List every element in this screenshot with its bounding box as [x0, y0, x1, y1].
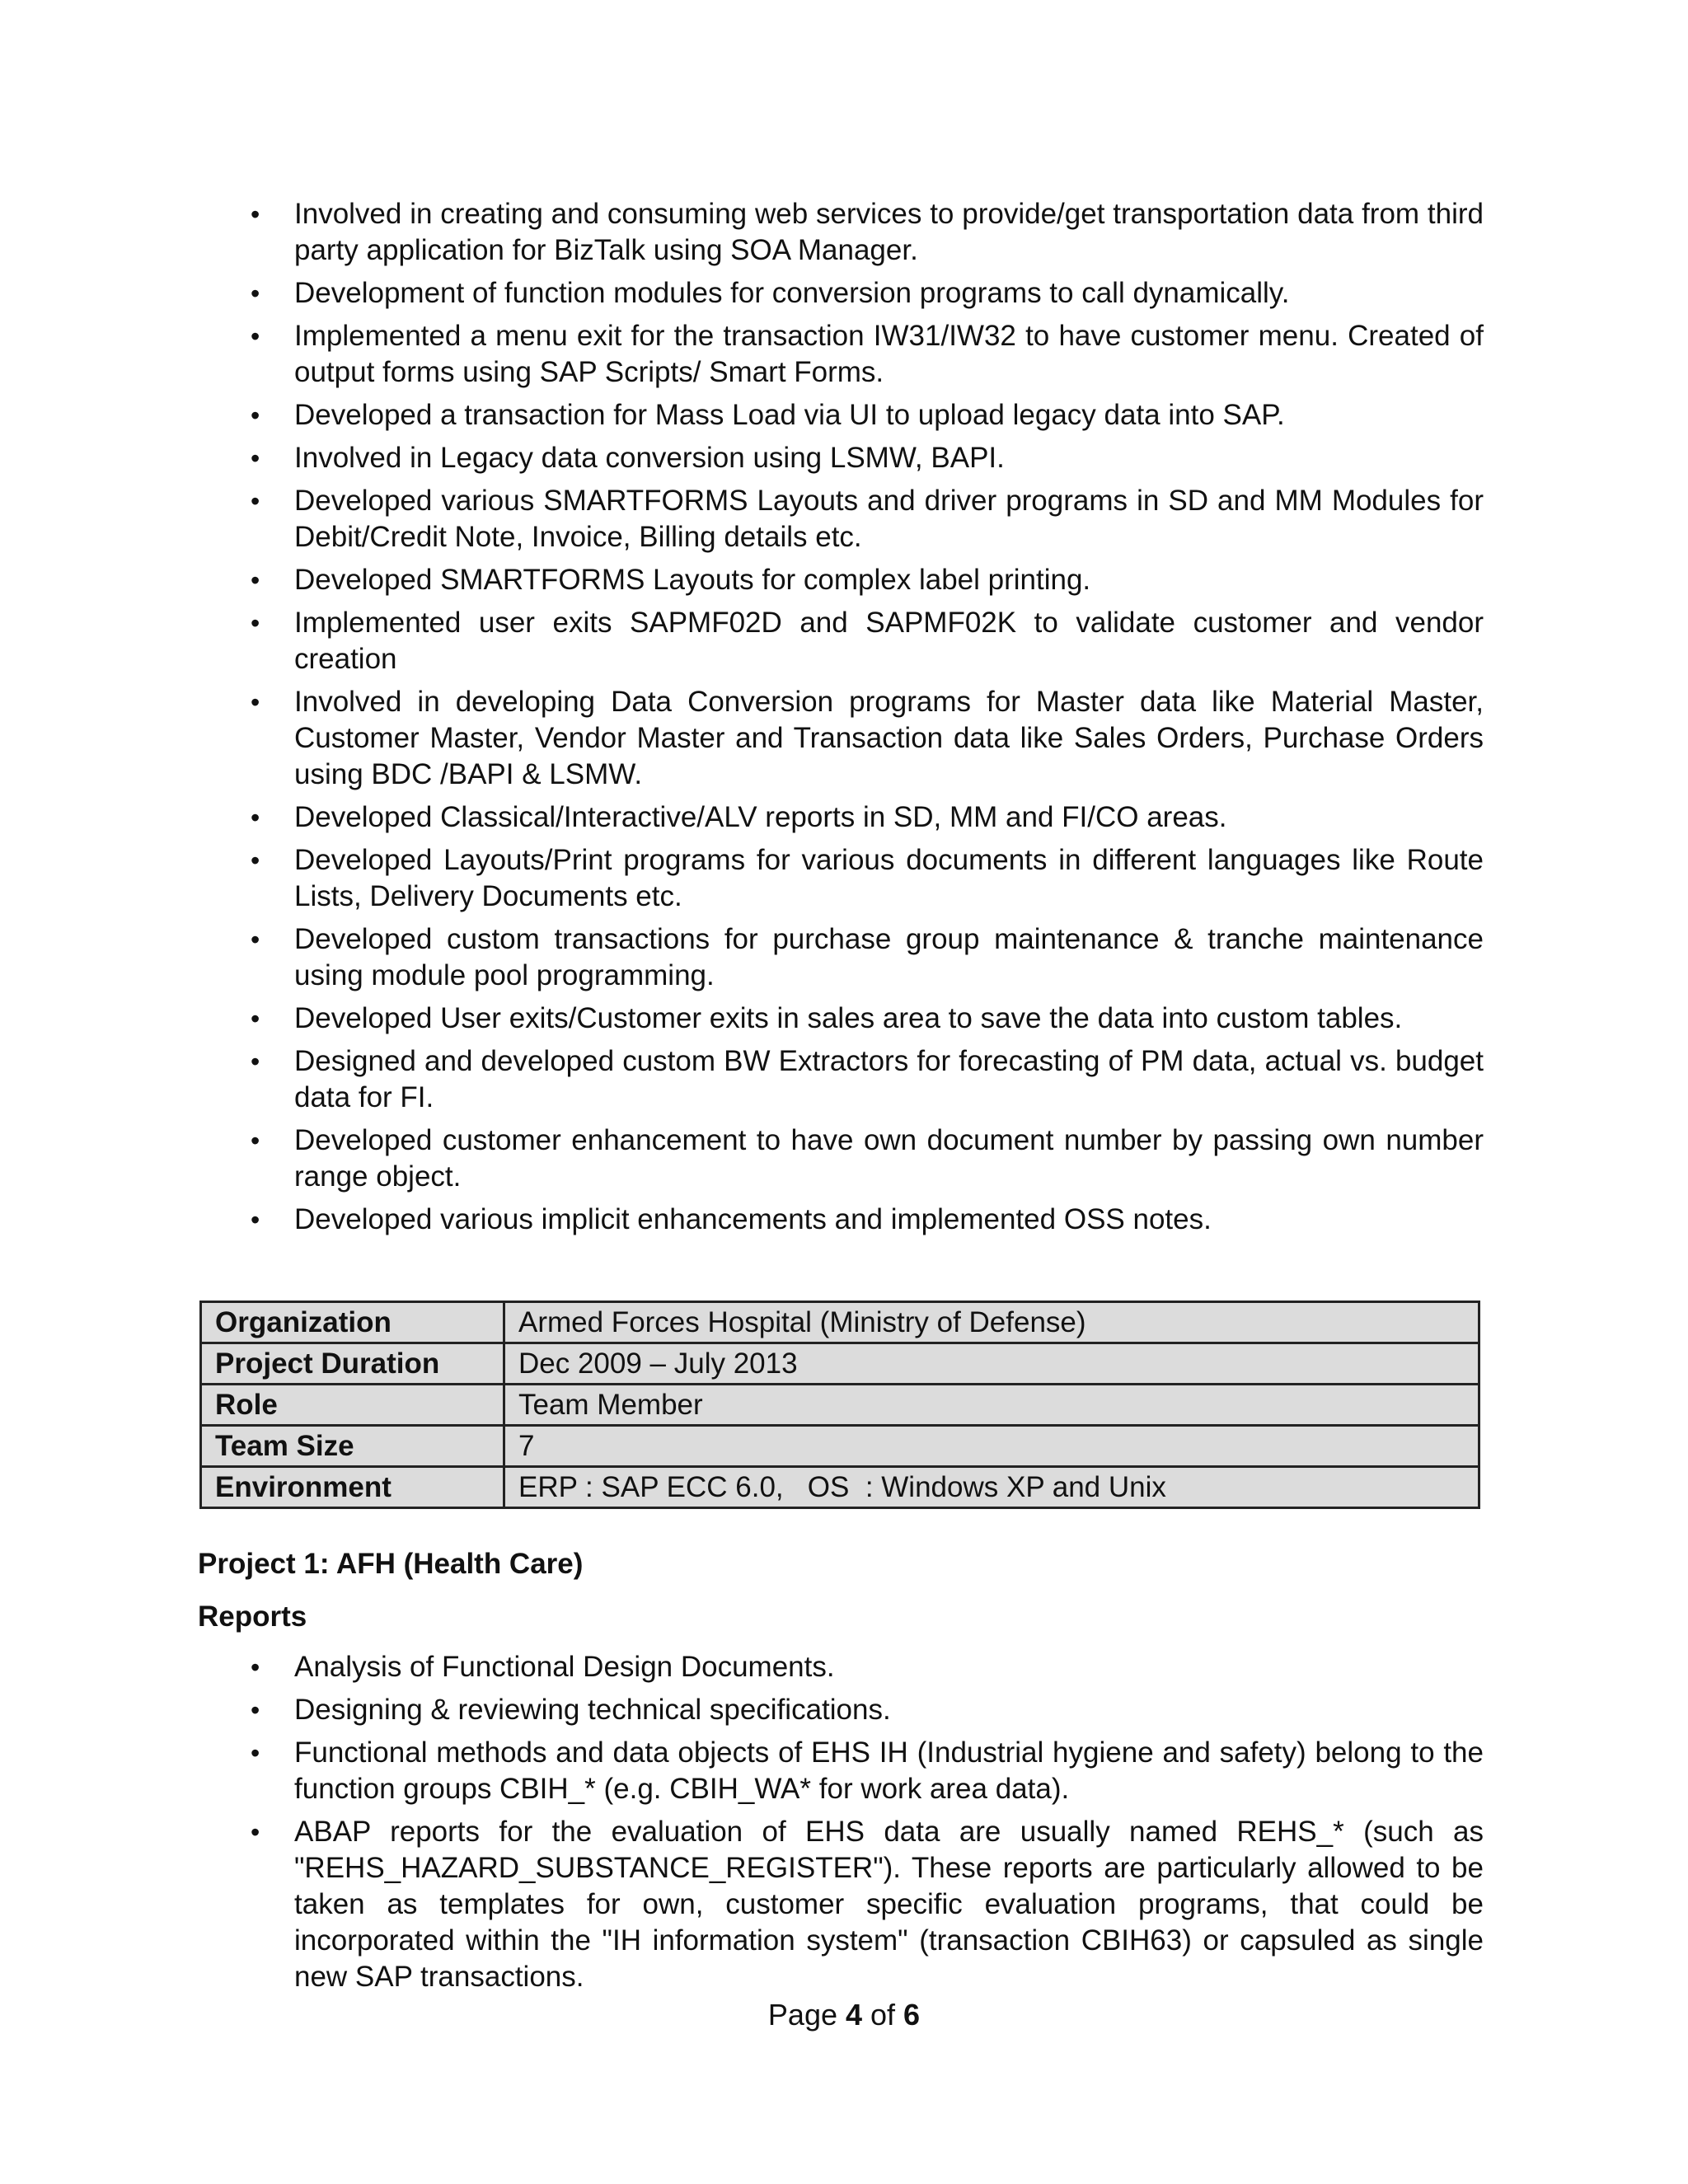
- reports-section: [198, 1649, 1484, 2002]
- list-item: • Implemented a menu exit for the transaction IW31/IW32 to have customer menu. Created of output forms using SAP Scripts/ Smart Forms.: [198, 318, 1484, 391]
- page-footer: [0, 1998, 1688, 2032]
- table-value-cell: Team Member: [504, 1385, 1479, 1426]
- project-heading: Project 1: AFH (Health Care): [198, 1548, 584, 1580]
- table-value-cell: Dec 2009 – July 2013: [504, 1343, 1479, 1385]
- footer-middle: of: [862, 1998, 904, 2032]
- list-item: • Developed a transaction for Mass Load via UI to upload legacy data into SAP.: [198, 397, 1484, 434]
- table-value-cell: Armed Forces Hospital (Ministry of Defense): [504, 1302, 1479, 1343]
- list-item: • Involved in developing Data Conversion programs for Master data like Material Master, Customer Master, Vendor Master and Transaction data like Sales Orders, Purchase Orders using BDC /BAPI & LSMW.: [198, 684, 1484, 793]
- list-item: • Developed Layouts/Print programs for various documents in different languages like Route Lists, Delivery Documents etc.: [198, 842, 1484, 915]
- list-item: • Developed various SMARTFORMS Layouts and driver programs in SD and MM Modules for Debit/Credit Note, Invoice, Billing details etc.: [198, 483, 1484, 555]
- experience-section: [198, 196, 1484, 1244]
- list-item: • Developed customer enhancement to have own document number by passing own number range object.: [198, 1122, 1484, 1195]
- list-item: • Implemented user exits SAPMF02D and SAPMF02K to validate customer and vendor creation: [198, 605, 1484, 677]
- table-row: [201, 1385, 1479, 1426]
- table-row: [201, 1343, 1479, 1385]
- table-label-cell: Team Size: [201, 1426, 504, 1467]
- list-item: • Development of function modules for conversion programs to call dynamically.: [198, 275, 1484, 312]
- table-label-cell: Environment: [201, 1467, 504, 1508]
- reports-bullet-list: [198, 1649, 1484, 1995]
- list-item: • Developed various implicit enhancements and implemented OSS notes.: [198, 1202, 1484, 1238]
- list-item: • Designed and developed custom BW Extractors for forecasting of PM data, actual vs. budget data for FI.: [198, 1043, 1484, 1116]
- footer-total-pages: 6: [903, 1998, 921, 2032]
- list-item: • Developed Classical/Interactive/ALV reports in SD, MM and FI/CO areas.: [198, 799, 1484, 836]
- table-value-cell: ERP : SAP ECC 6.0, OS : Windows XP and Unix: [504, 1467, 1479, 1508]
- table-label-cell: Project Duration: [201, 1343, 504, 1385]
- table-value-cell: 7: [504, 1426, 1479, 1467]
- table-label-cell: Organization: [201, 1302, 504, 1343]
- list-item: • Involved in Legacy data conversion using LSMW, BAPI.: [198, 440, 1484, 476]
- list-item: • ABAP reports for the evaluation of EHS data are usually named REHS_* (such as "REHS_HAZARD_SUBSTANCE_REGISTER"). These reports are particularly allowed to be taken as templates for own, customer specific evaluation programs, that could be incorporated within the "IH information system" (transaction CBIH63) or capsuled as single new SAP transactions.: [198, 1814, 1484, 1995]
- list-item: • Developed custom transactions for purchase group maintenance & tranche maintenance using module pool programming.: [198, 921, 1484, 994]
- table-row: [201, 1426, 1479, 1467]
- list-item: • Functional methods and data objects of EHS IH (Industrial hygiene and safety) belong to the function groups CBIH_* (e.g. CBIH_WA* for work area data).: [198, 1735, 1484, 1807]
- table-row: [201, 1467, 1479, 1508]
- table-row: [201, 1302, 1479, 1343]
- table-label-cell: Role: [201, 1385, 504, 1426]
- list-item: • Designing & reviewing technical specifications.: [198, 1692, 1484, 1728]
- footer-prefix: Page: [767, 1998, 846, 2032]
- project-details-table: [199, 1301, 1480, 1509]
- footer-current-page: 4: [845, 1998, 863, 2032]
- list-item: • Developed SMARTFORMS Layouts for complex label printing.: [198, 562, 1484, 598]
- reports-heading: Reports: [198, 1601, 307, 1633]
- list-item: • Developed User exits/Customer exits in sales area to save the data into custom tables.: [198, 1001, 1484, 1037]
- experience-bullet-list: [198, 196, 1484, 1238]
- list-item: • Analysis of Functional Design Documents.: [198, 1649, 1484, 1685]
- list-item: • Involved in creating and consuming web services to provide/get transportation data from third party application for BizTalk using SOA Manager.: [198, 196, 1484, 269]
